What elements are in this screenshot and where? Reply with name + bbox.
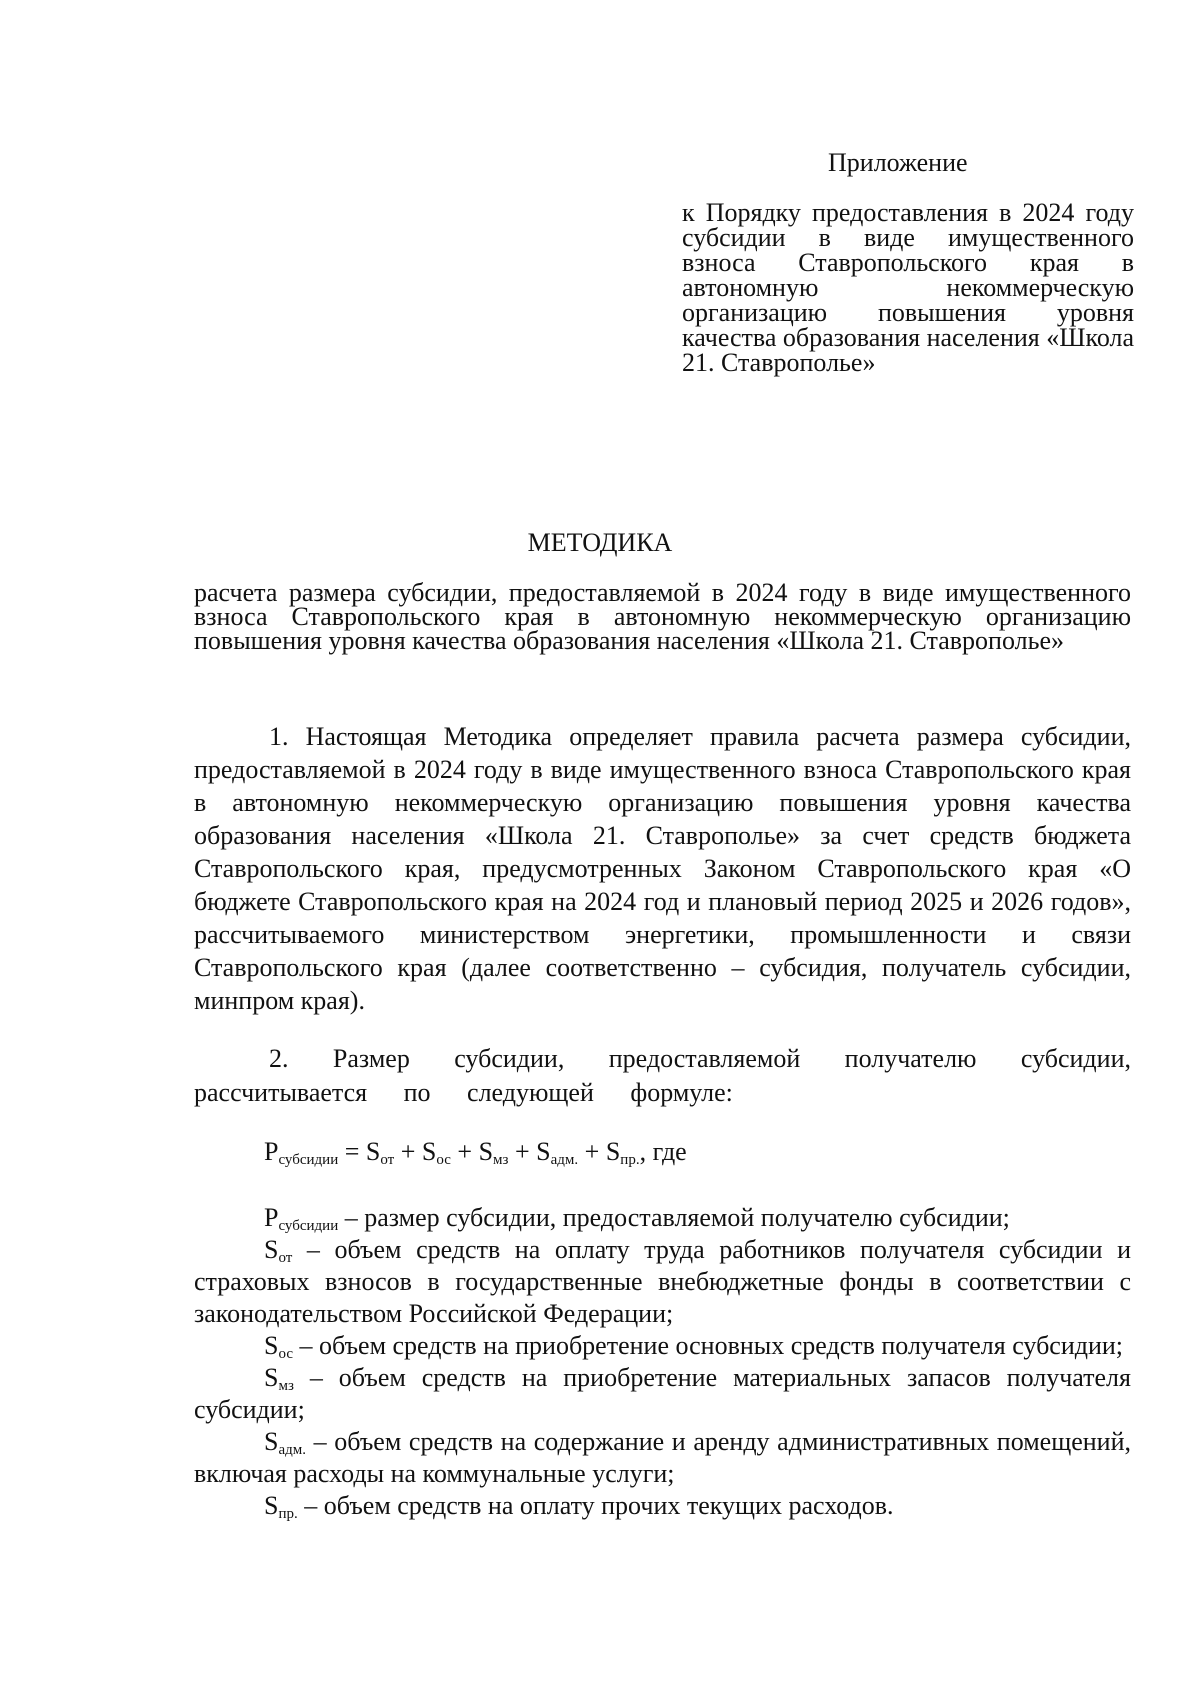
definition-text: – размер субсидии, предоставляемой получателю субсидии; — [338, 1203, 1010, 1232]
definition-symbol: S — [264, 1491, 279, 1520]
formula-s-mz-symbol: S — [478, 1137, 494, 1166]
formula-s-ot-subscript: от — [380, 1152, 395, 1168]
definition-text: – объем средств на содержание и аренду административных помещений, включая расходы на коммунальные услуги; — [194, 1427, 1131, 1488]
formula-s-mz-subscript: мз — [493, 1152, 509, 1168]
definition-symbol: P — [264, 1203, 279, 1232]
definition-s-adm — [194, 1426, 1131, 1490]
definition-subscript: субсидии — [278, 1218, 339, 1234]
definition-s-pr — [194, 1490, 1131, 1522]
definition-s-os — [194, 1330, 1131, 1362]
definition-p-subsidy — [194, 1202, 1131, 1234]
formula-tail: , где — [639, 1137, 687, 1166]
definition-subscript: адм. — [278, 1442, 307, 1458]
definition-text: – объем средств на приобретение материальных запасов получателя субсидии; — [194, 1363, 1131, 1424]
definition-symbol: S — [264, 1363, 279, 1392]
formula-s-ot-symbol: S — [365, 1137, 381, 1166]
methodology-subheading: расчета размера субсидии, предоставляемой в 2024 году в виде имущественного взноса Ставропольского края в автономную некоммерческую организацию повышения уровня качества образования населения «Школа 21. Ставрополье» — [194, 578, 1131, 655]
paragraph-2: 2. Размер субсидии, предоставляемой получателю субсидии, рассчитывается по следующей формуле: — [194, 1044, 1131, 1107]
appendix-title: Приложение — [828, 148, 968, 177]
formula-equals: = — [338, 1137, 366, 1166]
formula-s-pr-symbol: S — [605, 1137, 621, 1166]
formula-plus: + — [508, 1137, 537, 1166]
definition-symbol: S — [264, 1235, 279, 1264]
definition-text: – объем средств на оплату труда работников получателя субсидии и страховых взносов в государственные внебюджетные фонды в соответствии с законодательством Российской Федерации; — [194, 1235, 1131, 1328]
definitions-list — [194, 1202, 1131, 1522]
appendix-subtitle: к Порядку предоставления в 2024 году субсидии в виде имущественного взноса Ставропольского края в автономную некоммерческую организацию повышения уровня качества образования населения «Школа 21. Ставрополье» — [682, 198, 1134, 377]
paragraph-1: 1. Настоящая Методика определяет правила расчета размера субсидии, предоставляемой в 2024 году в виде имущественного взноса Ставропольского края в автономную некоммерческую организацию повышения уровня качества образования населения «Школа 21. Ставрополье» за счет средств бюджета Ставропольского края, предусмотренных Законом Ставропольского края «О бюджете Ставропольского края на 2024 год и плановый период 2025 и 2026 годов», рассчитываемого министерством энергетики, промышленности и связи Ставропольского края (далее соответственно – субсидия, получатель субсидии, минпром края). — [194, 722, 1131, 1015]
methodology-heading: МЕТОДИКА — [527, 528, 673, 557]
formula-s-adm-subscript: адм. — [550, 1152, 579, 1168]
definition-symbol: S — [264, 1331, 279, 1360]
definition-s-mz — [194, 1362, 1131, 1426]
formula-s-os-subscript: ос — [436, 1152, 451, 1168]
formula-plus: + — [394, 1137, 422, 1166]
definition-subscript: от — [278, 1250, 293, 1266]
definition-s-ot — [194, 1234, 1131, 1330]
definition-symbol: S — [264, 1427, 279, 1456]
definition-subscript: мз — [278, 1378, 294, 1394]
formula-s-adm-symbol: S — [536, 1137, 551, 1166]
formula-s-os-symbol: S — [421, 1137, 437, 1166]
formula-plus: + — [578, 1137, 606, 1166]
definition-text: – объем средств на приобретение основных средств получателя субсидии; — [293, 1331, 1124, 1360]
definition-text: – объем средств на оплату прочих текущих расходов. — [297, 1491, 894, 1520]
subsidy-formula — [264, 1136, 687, 1168]
formula-s-pr-subscript: пр. — [620, 1152, 640, 1168]
definition-subscript: ос — [278, 1346, 293, 1362]
formula-p-subscript: субсидии — [278, 1152, 339, 1168]
formula-p-symbol: P — [264, 1137, 279, 1166]
formula-plus: + — [450, 1137, 479, 1166]
definition-subscript: пр. — [278, 1506, 298, 1522]
